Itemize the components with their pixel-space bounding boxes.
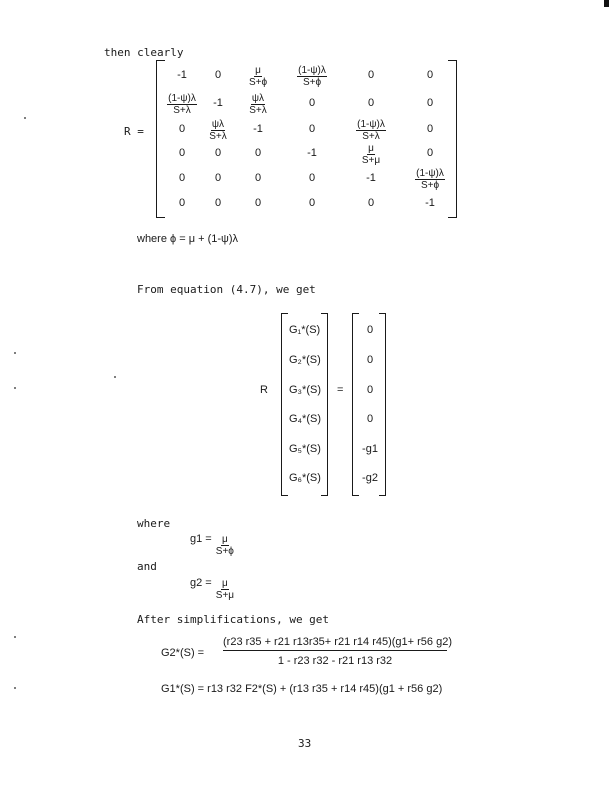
rhs-vector-entry: -g2	[362, 472, 378, 484]
matrix-R-cell: 0	[367, 97, 375, 109]
after-simplifications-text: After simplifications, we get	[137, 613, 330, 626]
matrix-R-cell: 0	[426, 97, 434, 109]
matrix-R-cell: -1	[177, 69, 187, 81]
matrix-R-cell: -1	[366, 172, 376, 184]
matrix-R-cell: 0	[214, 147, 222, 159]
matrix-R-cell: 0	[367, 197, 375, 209]
matrix-R-right-bracket	[448, 60, 457, 218]
matrix-R-cell: 0	[254, 197, 262, 209]
rhs-vector-entry: -g1	[362, 443, 378, 455]
scan-speck	[114, 376, 116, 378]
matrix-R-cell: -1	[425, 197, 435, 209]
G2-fraction-bar	[223, 650, 447, 651]
matrix-R-cell: 0	[254, 147, 262, 159]
R-label: R	[260, 384, 268, 396]
G-vector-entry: G₆*(S)	[289, 472, 321, 484]
corner-mark	[604, 0, 609, 7]
matrix-R-cell: 0	[254, 172, 262, 184]
matrix-R-cell: 0	[426, 69, 434, 81]
g2-den: S+μ	[215, 590, 235, 601]
g1-definition	[190, 533, 235, 557]
g1-lhs: g1 =	[190, 533, 212, 545]
matrix-R-cell: $\frac{(1-\psi)\lambda}{S+\lambda}$	[357, 119, 385, 142]
matrix-R-cell: $\frac{\psi\lambda}{S+\lambda}$	[249, 93, 267, 116]
and-text: and	[137, 560, 157, 573]
matrix-R-cell: 0	[308, 197, 316, 209]
page-number: 33	[298, 737, 312, 750]
from-equation-text: From equation (4.7), we get	[137, 283, 316, 296]
matrix-R-left-bracket	[156, 60, 165, 218]
matrix-R-cell: 0	[178, 123, 186, 135]
matrix-R-cell: $\frac{\mu}{S+\phi}$	[248, 65, 268, 88]
matrix-R-cell: 0	[178, 197, 186, 209]
equals-sign: =	[337, 384, 344, 396]
G-vector-left-bracket	[281, 313, 288, 496]
where-text: where	[137, 517, 171, 530]
matrix-R-cell: $\frac{\psi\lambda}{S+\lambda}$	[209, 119, 227, 142]
matrix-R-cell: $\frac{\mu}{S+\mu}$	[361, 143, 381, 166]
G-vector-entry: G₃*(S)	[289, 384, 321, 396]
G2-denominator: 1 - r23 r32 - r21 r13 r32	[277, 655, 393, 667]
matrix-R-label: R =	[124, 125, 144, 138]
matrix-R-cell: 0	[426, 123, 434, 135]
rhs-vector-entry: 0	[366, 413, 374, 425]
rhs-vector-entry: 0	[366, 384, 374, 396]
matrix-R-cell: -1	[213, 97, 223, 109]
matrix-R-cell: 0	[367, 69, 375, 81]
matrix-R-cell: 0	[178, 147, 186, 159]
matrix-R-cell: 0	[214, 172, 222, 184]
matrix-R-cell: -1	[253, 123, 263, 135]
scan-speck	[14, 636, 16, 638]
g1-fraction	[215, 534, 235, 557]
g1-num: μ	[221, 534, 228, 545]
matrix-R-cell: 0	[214, 197, 222, 209]
scan-speck	[14, 352, 16, 354]
G2-numerator: (r23 r35 + r21 r13r35+ r21 r14 r45)(g1+ r56 g2)	[223, 636, 452, 648]
matrix-R-cell: 0	[308, 123, 316, 135]
G-vector-entry: G₄*(S)	[289, 413, 321, 425]
g2-definition	[190, 577, 235, 601]
scan-speck	[24, 117, 26, 119]
scan-speck	[14, 387, 16, 389]
rhs-vector-entry: 0	[366, 324, 374, 336]
then-clearly-text: then clearly	[104, 46, 184, 59]
G-vector-right-bracket	[321, 313, 328, 496]
g2-lhs: g2 =	[190, 577, 212, 589]
G-vector-entry: G₂*(S)	[289, 354, 321, 366]
rhs-vector-left-bracket	[352, 313, 359, 496]
G-vector-entry: G₁*(S)	[289, 324, 321, 336]
scan-speck	[14, 687, 16, 689]
matrix-R-cell: $\frac{(1-\psi)\lambda}{S+\phi}$	[298, 65, 326, 88]
matrix-R-cell: $\frac{(1-\psi)\lambda}{S+\lambda}$	[168, 93, 196, 116]
G2-lhs: G2*(S) =	[161, 647, 205, 659]
matrix-R-cell: -1	[307, 147, 317, 159]
matrix-R-cell: 0	[214, 69, 222, 81]
matrix-R-cell: 0	[426, 147, 434, 159]
G-vector-entry: G₅*(S)	[289, 443, 321, 455]
G1-equation: G1*(S) = r13 r32 F2*(S) + (r13 r35 + r14 r45)(g1 + r56 g2)	[161, 683, 443, 695]
g1-den: S+ϕ	[215, 546, 234, 557]
g2-fraction	[215, 578, 235, 601]
matrix-R-cell: $\frac{(1-\psi)\lambda}{S+\phi}$	[416, 168, 444, 191]
rhs-vector-right-bracket	[379, 313, 386, 496]
rhs-vector-entry: 0	[366, 354, 374, 366]
matrix-R-cell: 0	[308, 172, 316, 184]
matrix-R-cell: 0	[308, 97, 316, 109]
matrix-R-cell: 0	[178, 172, 186, 184]
phi-definition: where ϕ = μ + (1-ψ)λ	[137, 233, 239, 245]
g2-num: μ	[222, 578, 228, 589]
